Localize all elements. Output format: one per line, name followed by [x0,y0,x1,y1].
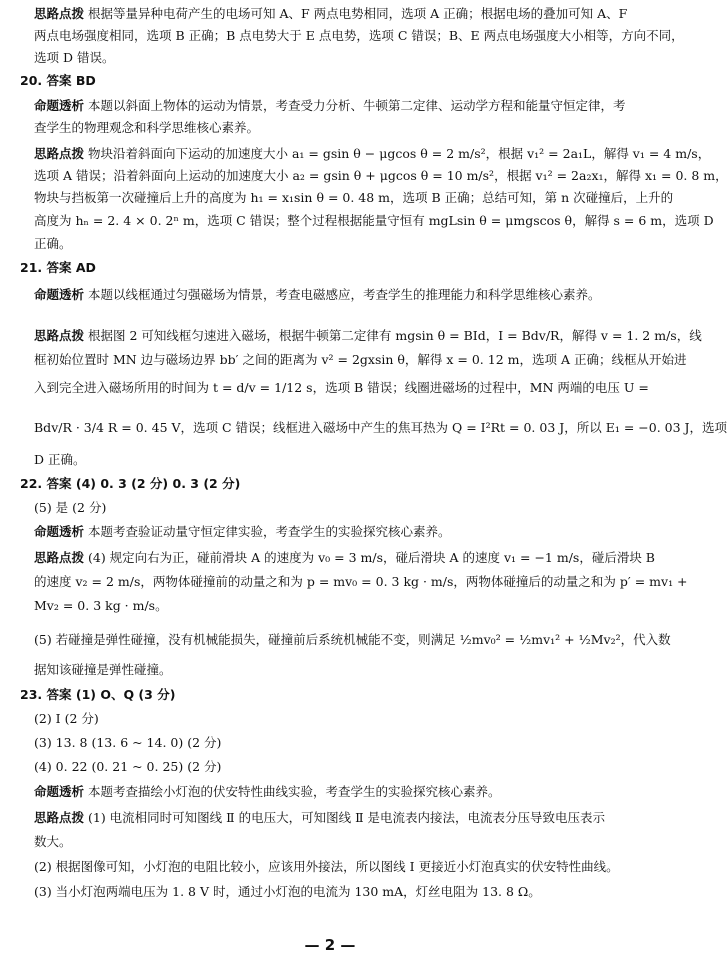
text-line [34,287,638,303]
line-text: 高度为 hₙ = 2. 4 × 0. 2ⁿ m，选项 C 错误；整个过程根据能量守恒有 mgLsin θ = μmgscos θ，解得 s = 6 m，选项 D [34,213,714,228]
line-text: (4) 规定向右为正，碰前滑块 A 的速度为 v₀ = 3 m/s，碰后滑块 A 的速度 v₁ = −1 m/s，碰后滑块 B [84,550,655,565]
line-text: (3) 当小灯泡两端电压为 1. 8 V 时，通过小灯泡的电流为 130 mA，灯丝电阻为 13. 8 Ω。 [34,884,541,899]
text-line [34,524,638,540]
section-label: 思路点拨 [34,328,85,343]
line-text: (1) 电流相同时可知图线 Ⅱ 的电压大，可知图线 Ⅱ 是电流表内接法，电流表分压导致电压表示 [84,810,606,825]
line-text: (1) O、Q (3 分) [71,687,176,702]
section-label: 命题透析 [34,287,85,302]
text-line [34,120,638,136]
text-line [34,420,728,436]
line-text: 据知该碰撞是弹性碰撞。 [34,662,172,677]
line-text: (5) 若碰撞是弹性碰撞，没有机械能损失，碰撞前后系统机械能不变，则满足 ½mv₀² = ½mv₁² + ½Mv₂²，代入数 [34,632,671,647]
text-line [34,168,728,184]
text-line [34,834,638,850]
line-text: (3) 13. 8 (13. 6 ~ 14. 0) (2 分) [34,735,222,750]
section-label: 命题透析 [34,784,85,799]
text-line [34,784,638,800]
text-line [20,476,638,492]
section-label: 命题透析 [34,98,85,113]
text-line [20,73,638,89]
text-line [34,711,638,727]
section-label: 思路点拨 [34,146,85,161]
section-label: 22. 答案 [20,476,72,491]
section-label: 21. 答案 [20,260,72,275]
text-line [34,50,638,66]
line-text: (2) I (2 分) [34,711,99,726]
section-label: 命题透析 [34,524,85,539]
line-text: 选项 A 错误；沿着斜面向上运动的加速度大小 a₂ = gsin θ + μgcos θ = 10 m/s²，根据 v₁² = 2a₂x₁，解得 x₁ = 0. 8 m， [34,168,728,183]
line-text: 查学生的物理观念和科学思维核心素养。 [34,120,260,135]
line-text: BD [71,73,96,88]
text-line [34,28,684,44]
line-text: Mv₂ = 0. 3 kg · m/s。 [34,598,168,613]
text-line [34,6,638,22]
line-text: 两点电场强度相同，选项 B 正确；B 点电势大于 E 点电势，选项 C 错误；B、E 两点电场强度大小相等，方向不同， [34,28,684,43]
line-text: 物块与挡板第一次碰撞后上升的高度为 h₁ = x₁sin θ = 0. 48 m，选项 B 正确；总结可知，第 n 次碰撞后，上升的 [34,190,674,205]
line-text: 本题以斜面上物体的运动为情景，考查受力分析、牛顿第二定律、运动学方程和能量守恒定律，考 [84,98,626,113]
text-line [34,98,638,114]
section-label: 思路点拨 [34,810,85,825]
line-text: Bdv/R · 3/4 R = 0. 45 V，选项 C 错误；线框进入磁场中产生的焦耳热为 Q = I²Rt = 0. 03 J，所以 E₁ = −0. 03 J，选项 [34,420,728,435]
line-text: (2) 根据图像可知，小灯泡的电阻比较小，应该用外接法，所以图线 Ⅰ 更接近小灯泡真实的伏安特性曲线。 [34,859,619,874]
text-line [34,190,674,206]
text-line [34,452,638,468]
line-text: (5) 是 (2 分) [34,500,107,515]
line-text: 本题考查验证动量守恒定律实验，考查学生的实验探究核心素养。 [84,524,451,539]
text-line [20,260,638,276]
line-text: 选项 D 错误。 [34,50,115,65]
text-line [34,884,638,900]
text-line [34,574,688,590]
text-line [34,380,649,396]
line-text: 入到完全进入磁场所用的时间为 t = d/v = 1/12 s，选项 B 错误；线圈进磁场的过程中，MN 两端的电压 U = [34,380,649,395]
text-line [34,632,671,648]
text-line [34,328,702,344]
text-line [34,213,714,229]
section-label: 思路点拨 [34,550,85,565]
page-number: — 2 — [304,936,356,954]
text-line [34,735,638,751]
line-text: 的速度 v₂ = 2 m/s，两物体碰撞前的动量之和为 p = mv₀ = 0. 3 kg · m/s，两物体碰撞后的动量之和为 p′ = mv₁ + [34,574,688,589]
text-line [34,859,638,875]
section-label: 23. 答案 [20,687,72,702]
text-line [34,662,638,678]
text-line [34,236,638,252]
line-text: 正确。 [34,236,72,251]
line-text: 根据等量异种电荷产生的电场可知 A、F 两点电势相同，选项 A 正确；根据电场的叠加可知 A、F [84,6,628,21]
line-text: AD [71,260,96,275]
line-text: 本题考查描绘小灯泡的伏安特性曲线实验，考查学生的实验探究核心素养。 [84,784,501,799]
section-label: 20. 答案 [20,73,72,88]
text-line [34,810,638,826]
line-text: (4) 0. 3 (2 分) 0. 3 (2 分) [71,476,241,491]
line-text: D 正确。 [34,452,86,467]
section-label: 思路点拨 [34,6,85,21]
text-line [34,598,638,614]
text-line [34,759,638,775]
line-text: 数大。 [34,834,72,849]
text-line [34,352,687,368]
text-line [34,146,711,162]
line-text: 根据图 2 可知线框匀速进入磁场，根据牛顿第二定律有 mgsin θ = BId，I = Bdv/R，解得 v = 1. 2 m/s，线 [84,328,702,343]
line-text: 本题以线框通过匀强磁场为情景，考查电磁感应，考查学生的推理能力和科学思维核心素养。 [84,287,601,302]
line-text: 物块沿着斜面向下运动的加速度大小 a₁ = gsin θ − μgcos θ = 2 m/s²，根据 v₁² = 2a₁L，解得 v₁ = 4 m/s， [84,146,711,161]
text-line [20,687,638,703]
line-text: 框初始位置时 MN 边与磁场边界 bb′ 之间的距离为 v² = 2gxsin θ，解得 x = 0. 12 m，选项 A 正确；线框从开始进 [34,352,687,367]
text-line [34,500,638,516]
line-text: (4) 0. 22 (0. 21 ~ 0. 25) (2 分) [34,759,222,774]
text-line [34,550,655,566]
